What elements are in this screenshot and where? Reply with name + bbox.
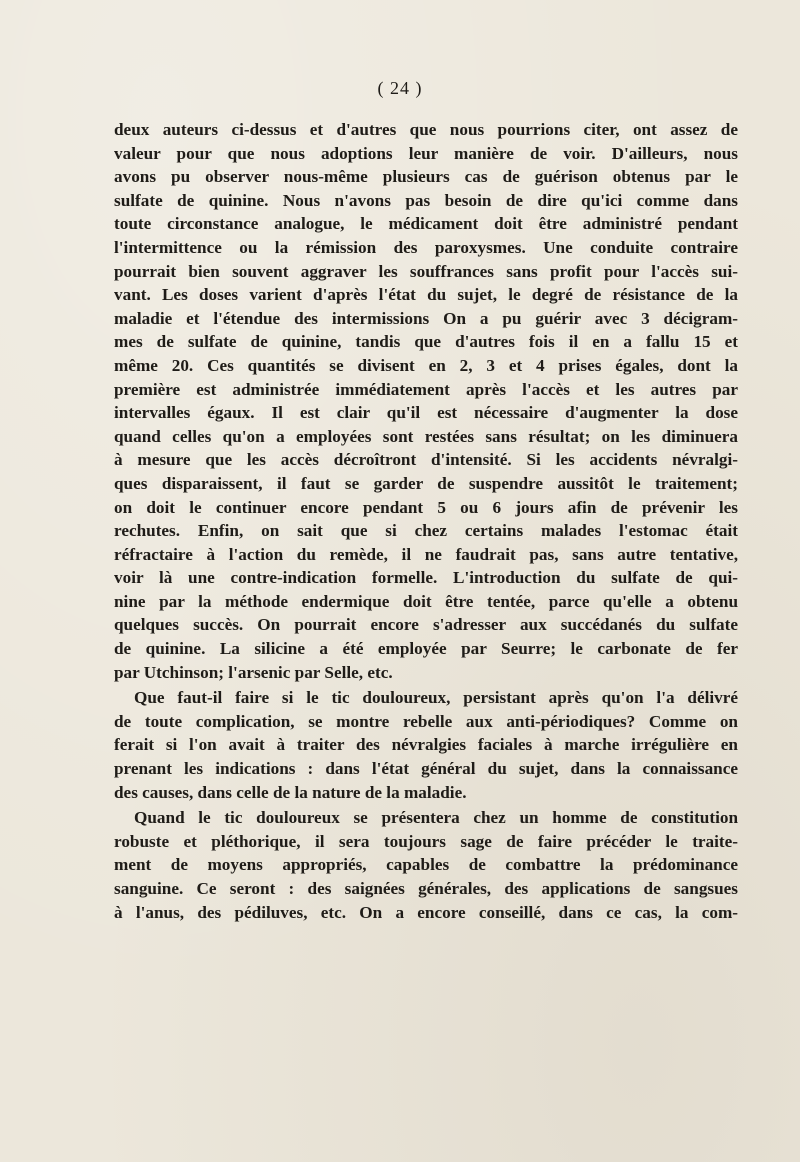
text-line: deux auteurs ci-dessus et d'autres que nous pourrions citer, ont assez de: [114, 120, 738, 139]
text-line: ment de moyens appropriés, capables de combattre la prédominance: [114, 855, 738, 875]
text-line: intervalles égaux. Il est clair qu'il est nécessaire d'augmenter la dose: [114, 403, 738, 423]
text-line: de quinine. La silicine a été employée par Seurre; le carbonate de fer: [114, 639, 738, 659]
text-line: quelques succès. On pourrait encore s'adresser aux succédanés du sulfate: [114, 615, 738, 635]
text-line: robuste et pléthorique, il sera toujours sage de faire précéder le traite-: [114, 831, 738, 851]
text-line: pourrait bien souvent aggraver les souffrances sans profit pour l'accès sui-: [114, 261, 738, 281]
text-line: rechutes. Enfin, on sait que si chez certains malades l'estomac était: [114, 521, 738, 541]
page-number: ( 24 ): [377, 78, 423, 98]
text-line: de toute complication, se montre rebelle aux anti-périodiques? Comme on: [114, 711, 738, 731]
paragraph-3: [114, 806, 738, 924]
text-line: mes de sulfate de quinine, tandis que d'autres fois il en a fallu 15 et: [114, 332, 738, 352]
text-line: on doit le continuer encore pendant 5 ou 6 jours afin de prévenir les: [114, 497, 738, 517]
text-line: sulfate de quinine. Nous n'avons pas besoin de dire qu'ici comme dans: [114, 190, 738, 210]
text-line: à l'anus, des pédiluves, etc. On a encore conseillé, dans ce cas, la com-: [114, 902, 738, 922]
text-line: vant. Les doses varient d'après l'état du sujet, le degré de résistance de la: [114, 285, 738, 305]
text-line: première est administrée immédiatement après l'accès et les autres par: [114, 379, 738, 399]
text-line: toute circonstance analogue, le médicament doit être administré pendant: [114, 214, 738, 234]
text-line: même 20. Ces quantités se divisent en 2, 3 et 4 prises égales, dont la: [114, 355, 738, 375]
body-text: [114, 118, 738, 924]
text-line: prenant les indications : dans l'état général du sujet, dans la connaissance: [114, 759, 738, 779]
paragraph-1: [114, 118, 738, 684]
text-line: Que faut-il faire si le tic douloureux, persistant après qu'on l'a délivré: [134, 688, 738, 708]
paragraph-2: [114, 686, 738, 804]
text-line: avons pu observer nous-même plusieurs cas de guérison obtenus par le: [114, 167, 738, 187]
text-line: quand celles qu'on a employées sont restées sans résultat; on les diminuera: [114, 426, 738, 446]
text-line: ferait si l'on avait à traiter des névralgies faciales à marche irrégulière en: [114, 735, 738, 755]
text-line: nine par la méthode endermique doit être tentée, parce qu'elle a obtenu: [114, 591, 738, 611]
text-line: ques disparaissent, il faut se garder de suspendre aussitôt le traitement;: [114, 473, 738, 493]
text-line: valeur pour que nous adoptions leur manière de voir. D'ailleurs, nous: [114, 143, 738, 163]
text-line: par Utchinson; l'arsenic par Selle, etc.: [114, 662, 393, 682]
text-line: réfractaire à l'action du remède, il ne faudrait pas, sans autre tentative,: [114, 544, 738, 564]
text-line: sanguine. Ce seront : des saignées générales, des applications de sangsues: [114, 879, 738, 898]
text-line: à mesure que les accès décroîtront d'intensité. Si les accidents névralgi-: [114, 450, 738, 470]
text-line: des causes, dans celle de la nature de la maladie.: [114, 782, 467, 802]
text-line: voir là une contre-indication formelle. L'introduction du sulfate de qui-: [114, 568, 738, 588]
text-line: Quand le tic douloureux se présentera chez un homme de constitution: [134, 808, 738, 828]
text-line: l'intermittence ou la rémission des paroxysmes. Une conduite contraire: [114, 237, 738, 257]
text-line: maladie et l'étendue des intermissions On a pu guérir avec 3 décigram-: [114, 308, 738, 328]
